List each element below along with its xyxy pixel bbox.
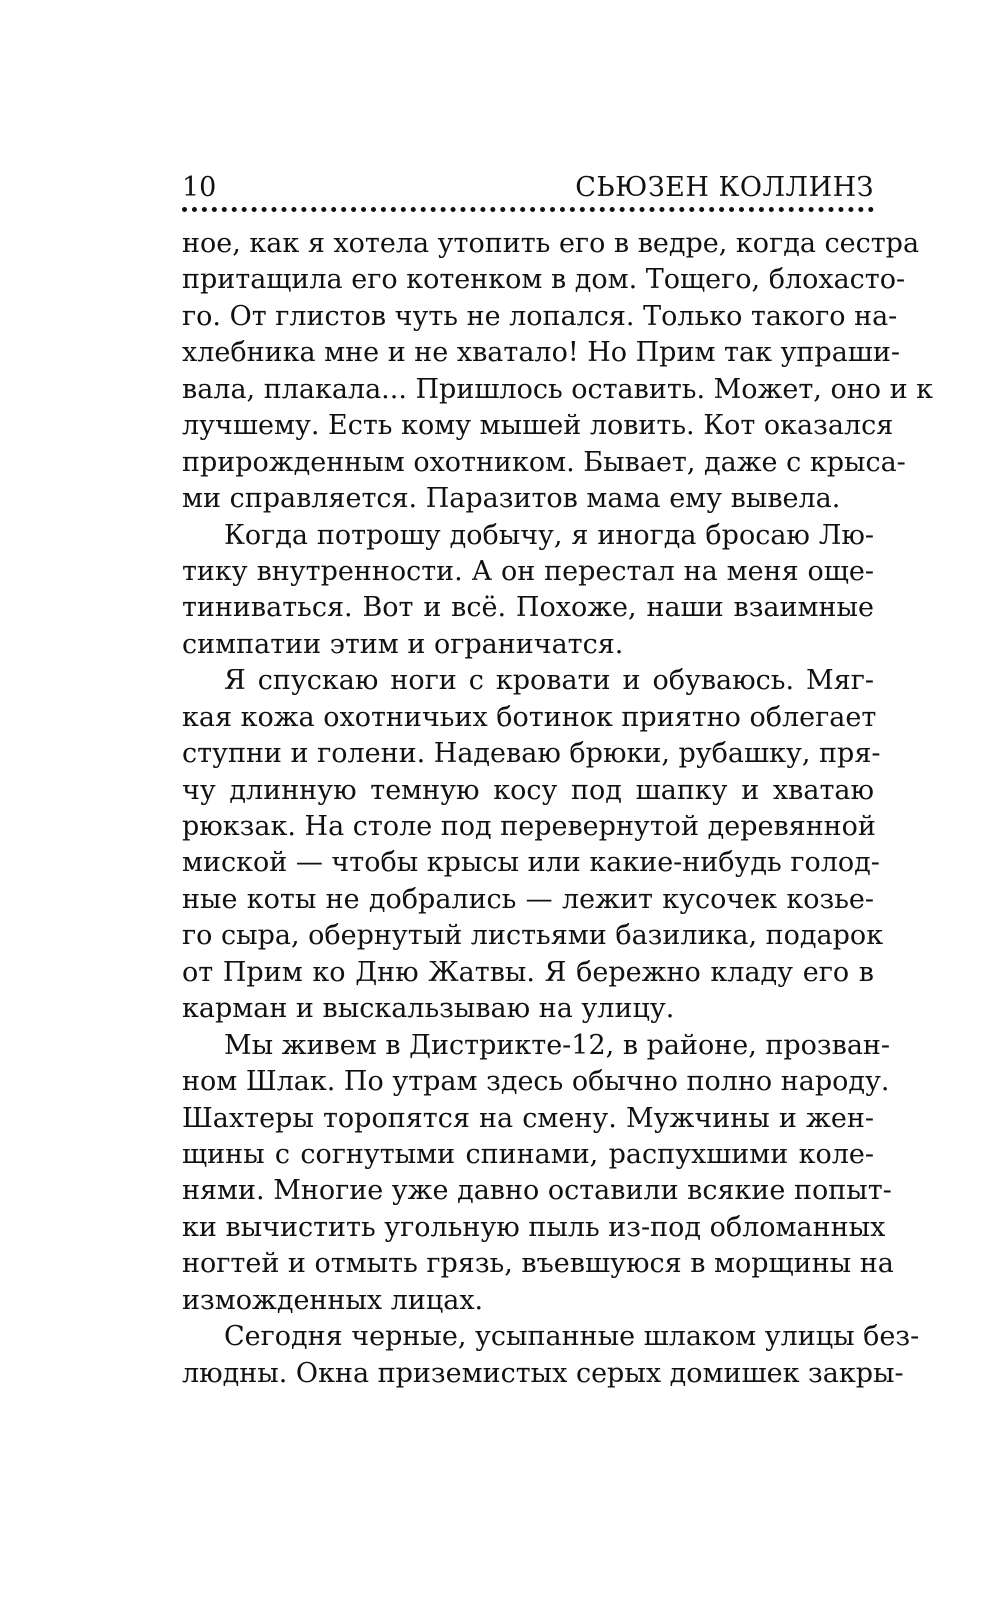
text-line: изможденных лицах. xyxy=(182,1284,484,1316)
running-head xyxy=(182,164,874,208)
text-line: симпатии этим и ограничатся. xyxy=(182,628,624,660)
text-line: ные коты не добрались — лежит кусочек козье- xyxy=(182,883,874,915)
paragraph xyxy=(182,226,934,518)
text-line: Сегодня черные, усыпанные шлаком улицы без- xyxy=(224,1321,920,1353)
text-line: ми справляется. Паразитов мама ему вывела. xyxy=(182,483,841,515)
text-line: рюкзак. На столе под перевернутой деревянной xyxy=(182,811,876,842)
text-line: миской — чтобы крысы или какие-нибудь голод- xyxy=(182,847,880,879)
body-text xyxy=(182,226,934,1392)
paragraph xyxy=(182,518,874,664)
text-line: от Прим ко Дню Жатвы. Я бережно кладу его в xyxy=(182,956,874,988)
text-line: притащила его котенком в дом. Тощего, блохасто- xyxy=(182,264,906,296)
text-line: ногтей и отмыть грязь, въевшуюся в морщины на xyxy=(182,1248,894,1280)
page-number: 10 xyxy=(182,172,217,203)
text-line: тику внутренности. А он перестал на меня ощe- xyxy=(182,555,874,587)
text-line: ном Шлак. По утрам здесь обычно полно народу. xyxy=(182,1066,890,1098)
text-line: лучшему. Есть кому мышей ловить. Кот оказался xyxy=(182,410,894,442)
text-line: карман и выскальзываю на улицу. xyxy=(182,993,675,1025)
text-line: Шахтеры торопятся на смену. Мужчины и жен- xyxy=(182,1102,874,1134)
text-line: нями. Многие уже давно оставили всякие попыт- xyxy=(182,1175,892,1207)
text-line: кая кожа охотничьих ботинок приятно облегает xyxy=(182,701,877,733)
text-line: Когда потрошу добычу, я иногда бросаю Лю- xyxy=(224,519,874,551)
text-line: тиниваться. Вот и всё. Похоже, наши взаимные xyxy=(182,592,874,624)
text-line: Я спускаю ноги с кровати и обуваюсь. Мяг- xyxy=(224,665,874,697)
text-line: прирожденным охотником. Бывает, даже с крыса- xyxy=(182,446,906,478)
text-line: го сыра, обернутый листьями базилика, подарок xyxy=(182,920,884,952)
text-line: хлебника мне и не хватало! Но Прим так упраши- xyxy=(182,337,901,369)
text-line: ное, как я хотела утопить его в ведре, когда сестра xyxy=(182,228,920,259)
header-dotted-rule xyxy=(182,207,874,212)
text-line: щины с согнутыми спинами, распухшими коле- xyxy=(182,1138,874,1170)
text-line: ступни и голени. Надеваю брюки, рубашку, пря- xyxy=(182,738,881,770)
text-line: вала, плакала... Пришлось оставить. Может, оно и к xyxy=(182,373,934,405)
paragraph xyxy=(182,1028,894,1320)
text-line: ки вычистить угольную пыль из-под обломанных xyxy=(182,1211,886,1243)
text-line: людны. Окна приземистых серых домишек закры- xyxy=(182,1357,904,1389)
paragraph xyxy=(182,1319,920,1392)
book-author: СЬЮЗЕН КОЛЛИНЗ xyxy=(575,172,874,203)
text-line: Мы живем в Дистрикте-12, в районе, прозван- xyxy=(224,1029,891,1061)
text-line: чу длинную темную косу под шапку и хватаю xyxy=(182,774,874,806)
text-line: го. От глистов чуть не лопался. Только такого на- xyxy=(182,300,898,332)
paragraph xyxy=(182,663,884,1027)
